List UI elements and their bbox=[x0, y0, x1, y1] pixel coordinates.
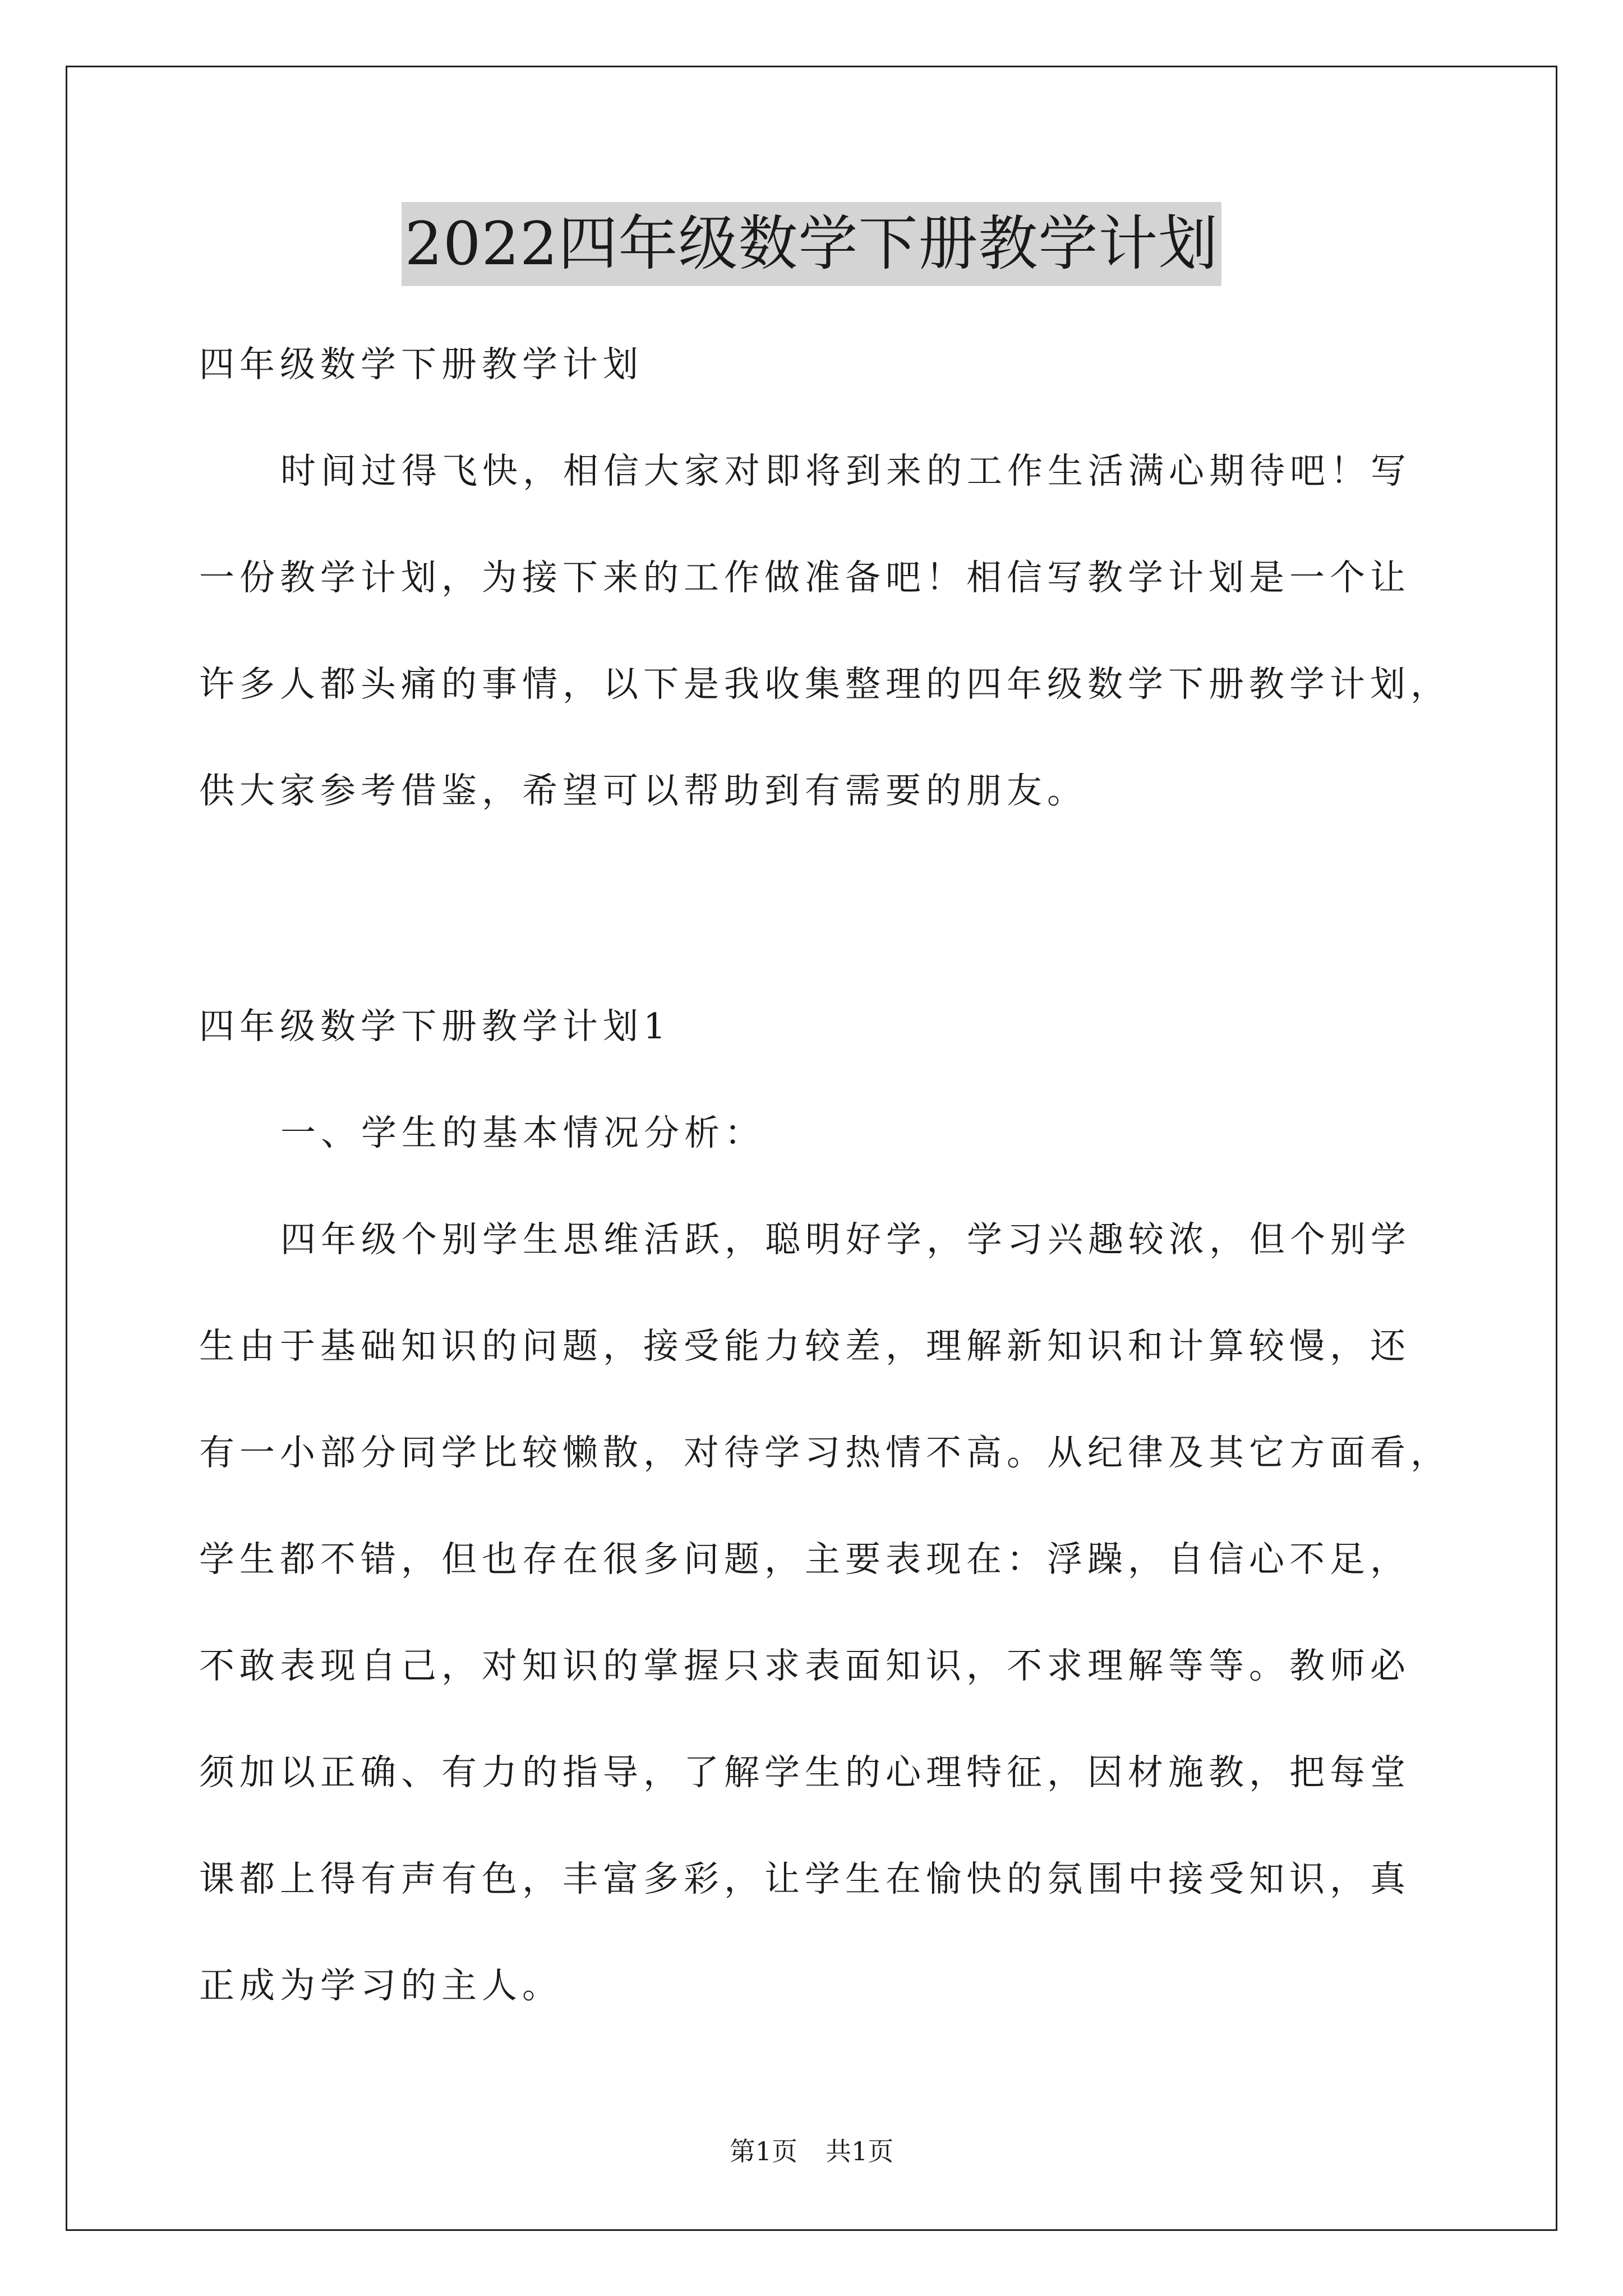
body-paragraph-line: 课都上得有声有色，丰富多彩，让学生在愉快的氛围中接受知识，真 bbox=[199, 1858, 1410, 1899]
body-paragraph-line: 四年级个别学生思维活跃，聪明好学，学习兴趣较浓，但个别学 bbox=[280, 1219, 1411, 1260]
body-paragraph-line: 正成为学习的主人。 bbox=[199, 1965, 562, 2006]
intro-paragraph-line: 时间过得飞快，相信大家对即将到来的工作生活满心期待吧！写 bbox=[280, 450, 1411, 491]
intro-paragraph-line: 许多人都头痛的事情，以下是我收集整理的四年级数学下册教学计划， bbox=[199, 664, 1451, 705]
page-footer bbox=[0, 2134, 1623, 2168]
subsection-heading: 一、学生的基本情况分析： bbox=[280, 1112, 765, 1153]
body-paragraph-line: 学生都不错，但也存在很多问题，主要表现在：浮躁，自信心不足， bbox=[199, 1539, 1410, 1580]
body-paragraph-line: 有一小部分同学比较懒散，对待学习热情不高。从纪律及其它方面看， bbox=[199, 1432, 1451, 1473]
intro-paragraph-line: 供大家参考借鉴，希望可以帮助到有需要的朋友。 bbox=[199, 770, 1087, 811]
body-paragraph-line: 不敢表现自己，对知识的掌握只求表面知识，不求理解等等。教师必 bbox=[199, 1645, 1410, 1686]
document-body bbox=[199, 311, 1451, 2039]
document-title-text: 2022四年级数学下册教学计划 bbox=[402, 202, 1222, 286]
page-total: 共1页 bbox=[826, 2136, 894, 2166]
intro-paragraph-line: 一份教学计划，为接下来的工作做准备吧！相信写教学计划是一个让 bbox=[199, 557, 1410, 598]
subtitle-line: 四年级数学下册教学计划 bbox=[199, 344, 643, 385]
body-paragraph-line: 生由于基础知识的问题，接受能力较差，理解新知识和计算较慢，还 bbox=[199, 1326, 1410, 1366]
page-number: 第1页 bbox=[729, 2136, 797, 2166]
section-heading: 四年级数学下册教学计划1 bbox=[199, 1006, 671, 1047]
body-paragraph-line: 须加以正确、有力的指导，了解学生的心理特征，因材施教，把每堂 bbox=[199, 1752, 1410, 1793]
document-title bbox=[0, 202, 1623, 286]
